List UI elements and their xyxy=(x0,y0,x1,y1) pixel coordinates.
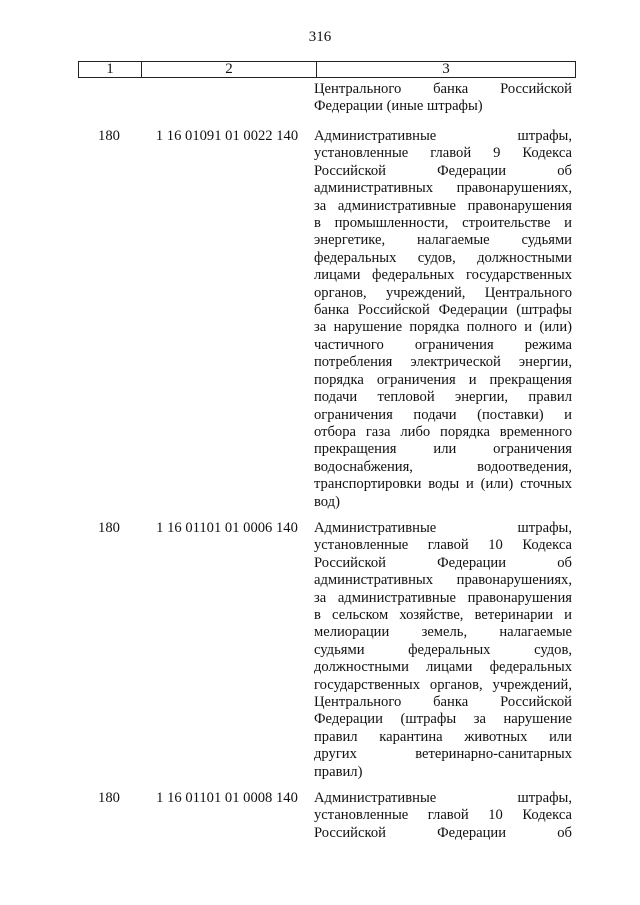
description-line: транспортировки воды и (или) сточных xyxy=(314,476,572,493)
description-line: судьями федеральных судов, xyxy=(314,641,572,658)
description-line: органов, учреждений, Центрального xyxy=(314,284,572,301)
budget-code: 1 16 01101 01 0006 140 xyxy=(156,520,298,536)
description-line: порядка ограничения и прекращения xyxy=(314,371,572,388)
description-line: мелиорации земель, налагаемые xyxy=(314,624,572,641)
description-line: федеральных судов, должностными xyxy=(314,249,572,266)
description-line: административных правонарушениях, xyxy=(314,572,572,589)
description-line: в промышленности, строительстве и xyxy=(314,215,572,232)
description-line: правил карантина животных или xyxy=(314,728,572,745)
description-line: вод) xyxy=(314,493,340,510)
row-description xyxy=(314,128,572,511)
description-line: Административные штрафы, xyxy=(314,520,572,536)
description-line: Центрального банка Российской xyxy=(314,81,572,97)
continuation-description xyxy=(314,81,572,116)
header-col-3: 3 xyxy=(317,62,576,78)
description-line: ограничения подачи (поставки) и xyxy=(314,406,572,423)
admin-code: 180 xyxy=(98,520,120,536)
header-col-1: 1 xyxy=(79,62,142,78)
description-line: государственных органов, учреждений, xyxy=(314,676,572,693)
description-line: лицами федеральных государственных xyxy=(314,267,572,284)
description-line: правил) xyxy=(314,763,363,780)
description-line: за нарушение порядка полного и (или) xyxy=(314,319,572,336)
description-line: Административные штрафы, xyxy=(314,790,572,806)
description-line: Федерации (иные штрафы) xyxy=(314,98,483,115)
row-description xyxy=(314,520,572,781)
row-description xyxy=(314,790,572,842)
description-line: Административные штрафы, xyxy=(314,128,572,144)
description-line: потребления электрической энергии, xyxy=(314,354,572,371)
page-number: 316 xyxy=(308,29,332,45)
description-line: банка Российской Федерации (штрафы xyxy=(314,302,572,319)
description-line: других ветеринарно-санитарных xyxy=(314,746,572,763)
description-line: в сельском хозяйстве, ветеринарии и xyxy=(314,607,572,624)
description-line: энергетике, налагаемые судьями xyxy=(314,232,572,249)
description-line: Российской Федерации об xyxy=(314,162,572,179)
description-line: установленные главой 9 Кодекса xyxy=(314,145,572,162)
description-line: частичного ограничения режима xyxy=(314,336,572,353)
description-line: водоснабжения, водоотведения, xyxy=(314,458,572,475)
description-line: за административные правонарушения xyxy=(314,589,572,606)
budget-code: 1 16 01091 01 0022 140 xyxy=(155,128,299,144)
description-line: прекращения или ограничения xyxy=(314,441,572,458)
description-line: Российской Федерации об xyxy=(314,554,572,571)
description-line: отбора газа либо порядка временного xyxy=(314,423,572,440)
description-line: должностными лицами федеральных xyxy=(314,659,572,676)
budget-code: 1 16 01101 01 0008 140 xyxy=(156,790,298,806)
description-line: Российской Федерации об xyxy=(314,824,572,841)
description-line: за административные правонарушения xyxy=(314,197,572,214)
description-line: административных правонарушениях, xyxy=(314,180,572,197)
description-line: установленные главой 10 Кодекса xyxy=(314,807,572,824)
description-line: установленные главой 10 Кодекса xyxy=(314,537,572,554)
description-line: Федерации (штрафы за нарушение xyxy=(314,711,572,728)
header-col-2: 2 xyxy=(142,62,317,78)
table-header xyxy=(78,61,576,78)
admin-code: 180 xyxy=(98,790,120,806)
description-line: подачи тепловой энергии, правил xyxy=(314,389,572,406)
admin-code: 180 xyxy=(98,128,120,144)
description-line: Центрального банка Российской xyxy=(314,694,572,711)
